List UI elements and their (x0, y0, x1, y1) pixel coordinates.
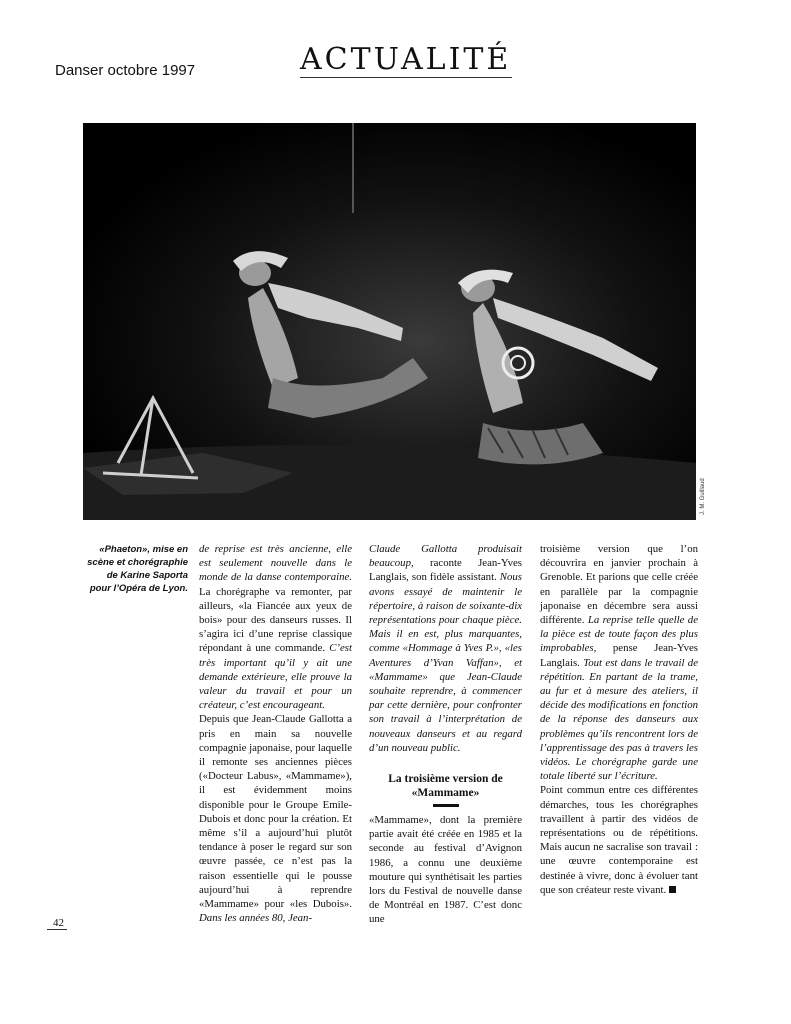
text-run: Dans les années 80, Jean- (199, 912, 313, 925)
text-run: Tout est dans le travail de répétition. En partant de la trame, au fur et à mesure des ateliers, il décide des modifications en fonction de la réponse des danseurs aux problèmes qu’ils rencontrent lors de l’apprentissage des pas à travers les vidéos. Le chorégraphe garde une totale liberté sur l’écriture. (540, 656, 698, 783)
photo-credit: J. M. Guillaud (700, 478, 706, 515)
text-run: La reprise telle quelle de la pièce est de toute façon des plus improbables, (540, 614, 698, 655)
text-run: troisième version que l’on découvrira en janvier prochain à Grenoble. Et parions que celle créée en parallèle par la compagnie japonaise en décembre sera aussi différente. (540, 543, 698, 627)
text-run: raconte Jean-Yves Langlais, son fidèle assistant. (369, 557, 522, 584)
paragraph (199, 542, 352, 712)
article-subheading: La troisième version de «Mammame» (388, 773, 503, 800)
photo-caption: «Phaeton», mise en scène et chorégraphie de Karine Saporta pour l’Opéra de Lyon. (87, 544, 188, 594)
text-run: pense Jean-Yves Langlais. (540, 642, 698, 669)
subheading-rule (433, 804, 459, 807)
text-run: Nous avons essayé de maintenir le répertoire, à raison de soixante-dix représentations pour chaque pièce. Mais il en est, plus marquantes, comme «Hommage à Yves P.», «les Aventures d’Yvan Vaffan», et «Mammame» que Jean-Claude souhaite reprendre, à commencer par cette dernière, pour confronter son travail à l’interprétation de nouveaux danseurs et au regard d’un nouveau public. (369, 571, 522, 754)
article-column-3 (540, 542, 698, 897)
article-column-2 (369, 542, 522, 927)
section-title: ACTUALITÉ (300, 42, 512, 77)
text-run: Claude Gallotta produisait beaucoup, (369, 543, 522, 570)
page-number: 42 (47, 917, 67, 930)
text-run: de reprise est très ancienne, elle est seulement nouvelle dans le monde de la danse contemporaine. (199, 543, 352, 584)
paragraph (369, 542, 522, 755)
dancers-illustration (83, 123, 696, 520)
paragraph: «Mammame», dont la première partie avait été créée en 1985 et la seconde au festival d’Avignon 1986, a connu une deuxième mouture qui synthétisait les parties lors du Festival de nouvelle danse de Montréal en 1987. C’est donc une (369, 814, 522, 926)
article-column-1 (199, 542, 352, 925)
text-run: C’est très important qu’il y ait une demande extérieure, elle prouve la valeur du travail et pour un créateur, c’est encourageant. (199, 642, 352, 712)
magazine-source: Danser octobre 1997 (55, 62, 196, 79)
section-underline (300, 77, 512, 78)
text-run: Point commun entre ces différentes démarches, tous les chorégraphes travaillent à partir des vidéos de représentations ou de répétitions. Mais aucun ne sacralise son travail : une œuvre contemporaine est destinée à vivre, donc à évoluer tant que son créateur reste vivant. (540, 784, 698, 896)
paragraph (540, 542, 698, 783)
paragraph (199, 712, 352, 925)
paragraph (540, 783, 698, 897)
end-of-article-mark (669, 886, 676, 893)
text-run: La chorégraphe va remonter, par ailleurs, «la Fiancée aux yeux de bois» pour des danseurs russes. Il s’agira ici d’une reprise classique répondant à une commande. (199, 585, 352, 655)
text-run: Depuis que Jean-Claude Gallotta a pris en main sa nouvelle compagnie japonaise, pour laquelle il remonte ses anciennes pièces («Docteur Labus», «Mammame»), il est évidemment moins disponible pour le Groupe Emile-Dubois et donc pour la création. Et même s’il a aujourd’hui plutôt tendance à poser le regard sur son œuvre passée, ce n’est pas la raison essentielle qui le pousse aujourd’hui à reprendre «Mammame» pour «les Dubois». (199, 713, 352, 911)
dance-photo (83, 123, 696, 520)
